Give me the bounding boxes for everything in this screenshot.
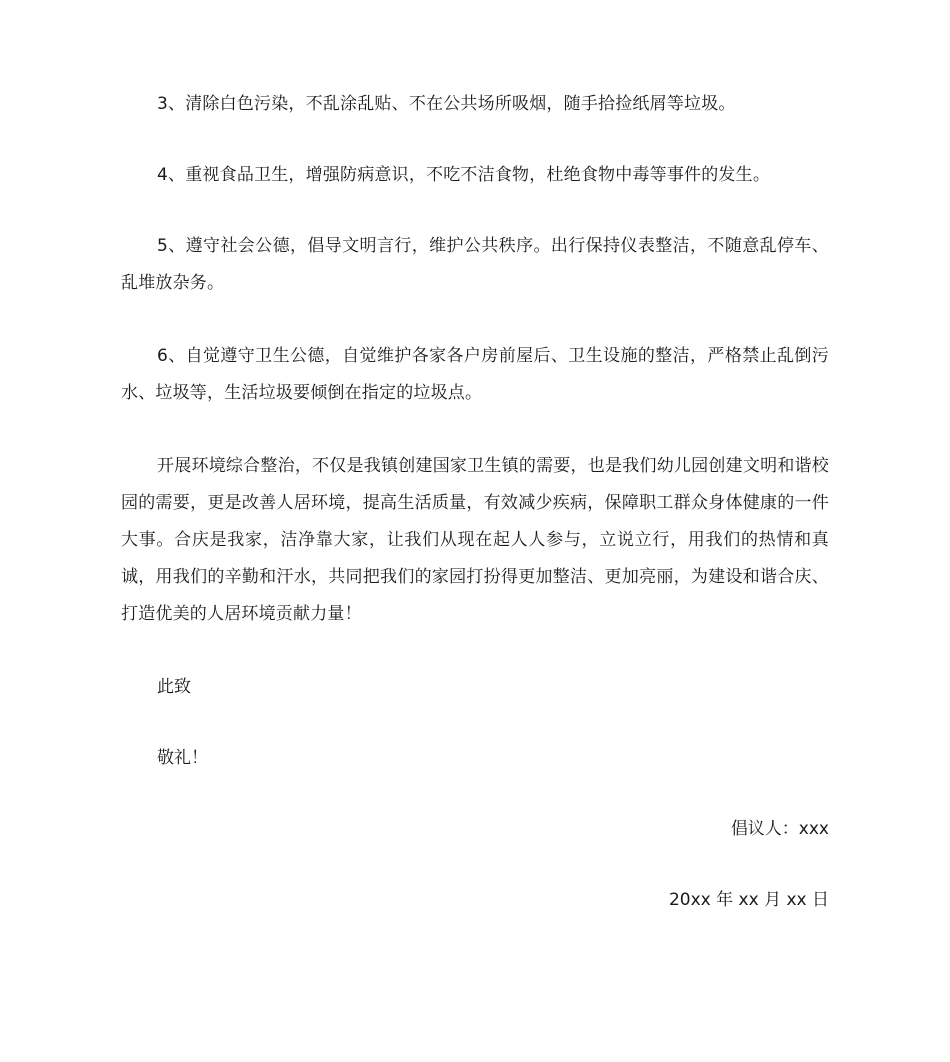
item-5: 5、遵守社会公德，倡导文明言行，维护公共秩序。出行保持仪表整洁，不随意乱停车、乱堆放杂务。 bbox=[121, 236, 829, 293]
signature: 倡议人：xxx bbox=[730, 819, 829, 839]
closing-regards: 敬礼！ bbox=[157, 748, 208, 768]
date: 20xx 年 xx 月 xx 日 bbox=[668, 890, 829, 910]
body-paragraph: 开展环境综合整治，不仅是我镇创建国家卫生镇的需要，也是我们幼儿园创建文明和谐校园的需要，更是改善人居环境，提高生活质量，有效减少疾病，保障职工群众身体健康的一件大事。合庆是我家，洁净靠大家，让我们从现在起人人参与，立说立行，用我们的热情和真诚，用我们的辛勤和汗水，共同把我们的家园打扮得更加整洁、更加亮丽，为建设和谐合庆、打造优美的人居环境贡献力量！ bbox=[121, 456, 829, 624]
item-6: 6、自觉遵守卫生公德，自觉维护各家各户房前屋后、卫生设施的整洁，严格禁止乱倒污水、垃圾等，生活垃圾要倾倒在指定的垃圾点。 bbox=[121, 346, 829, 403]
closing-salutation: 此致 bbox=[157, 677, 191, 697]
document-page bbox=[121, 86, 829, 953]
item-4: 4、重视食品卫生，增强防病意识，不吃不洁食物，杜绝食物中毒等事件的发生。 bbox=[157, 165, 771, 185]
item-3: 3、清除白色污染，不乱涂乱贴、不在公共场所吸烟，随手拾捡纸屑等垃圾。 bbox=[157, 94, 736, 114]
